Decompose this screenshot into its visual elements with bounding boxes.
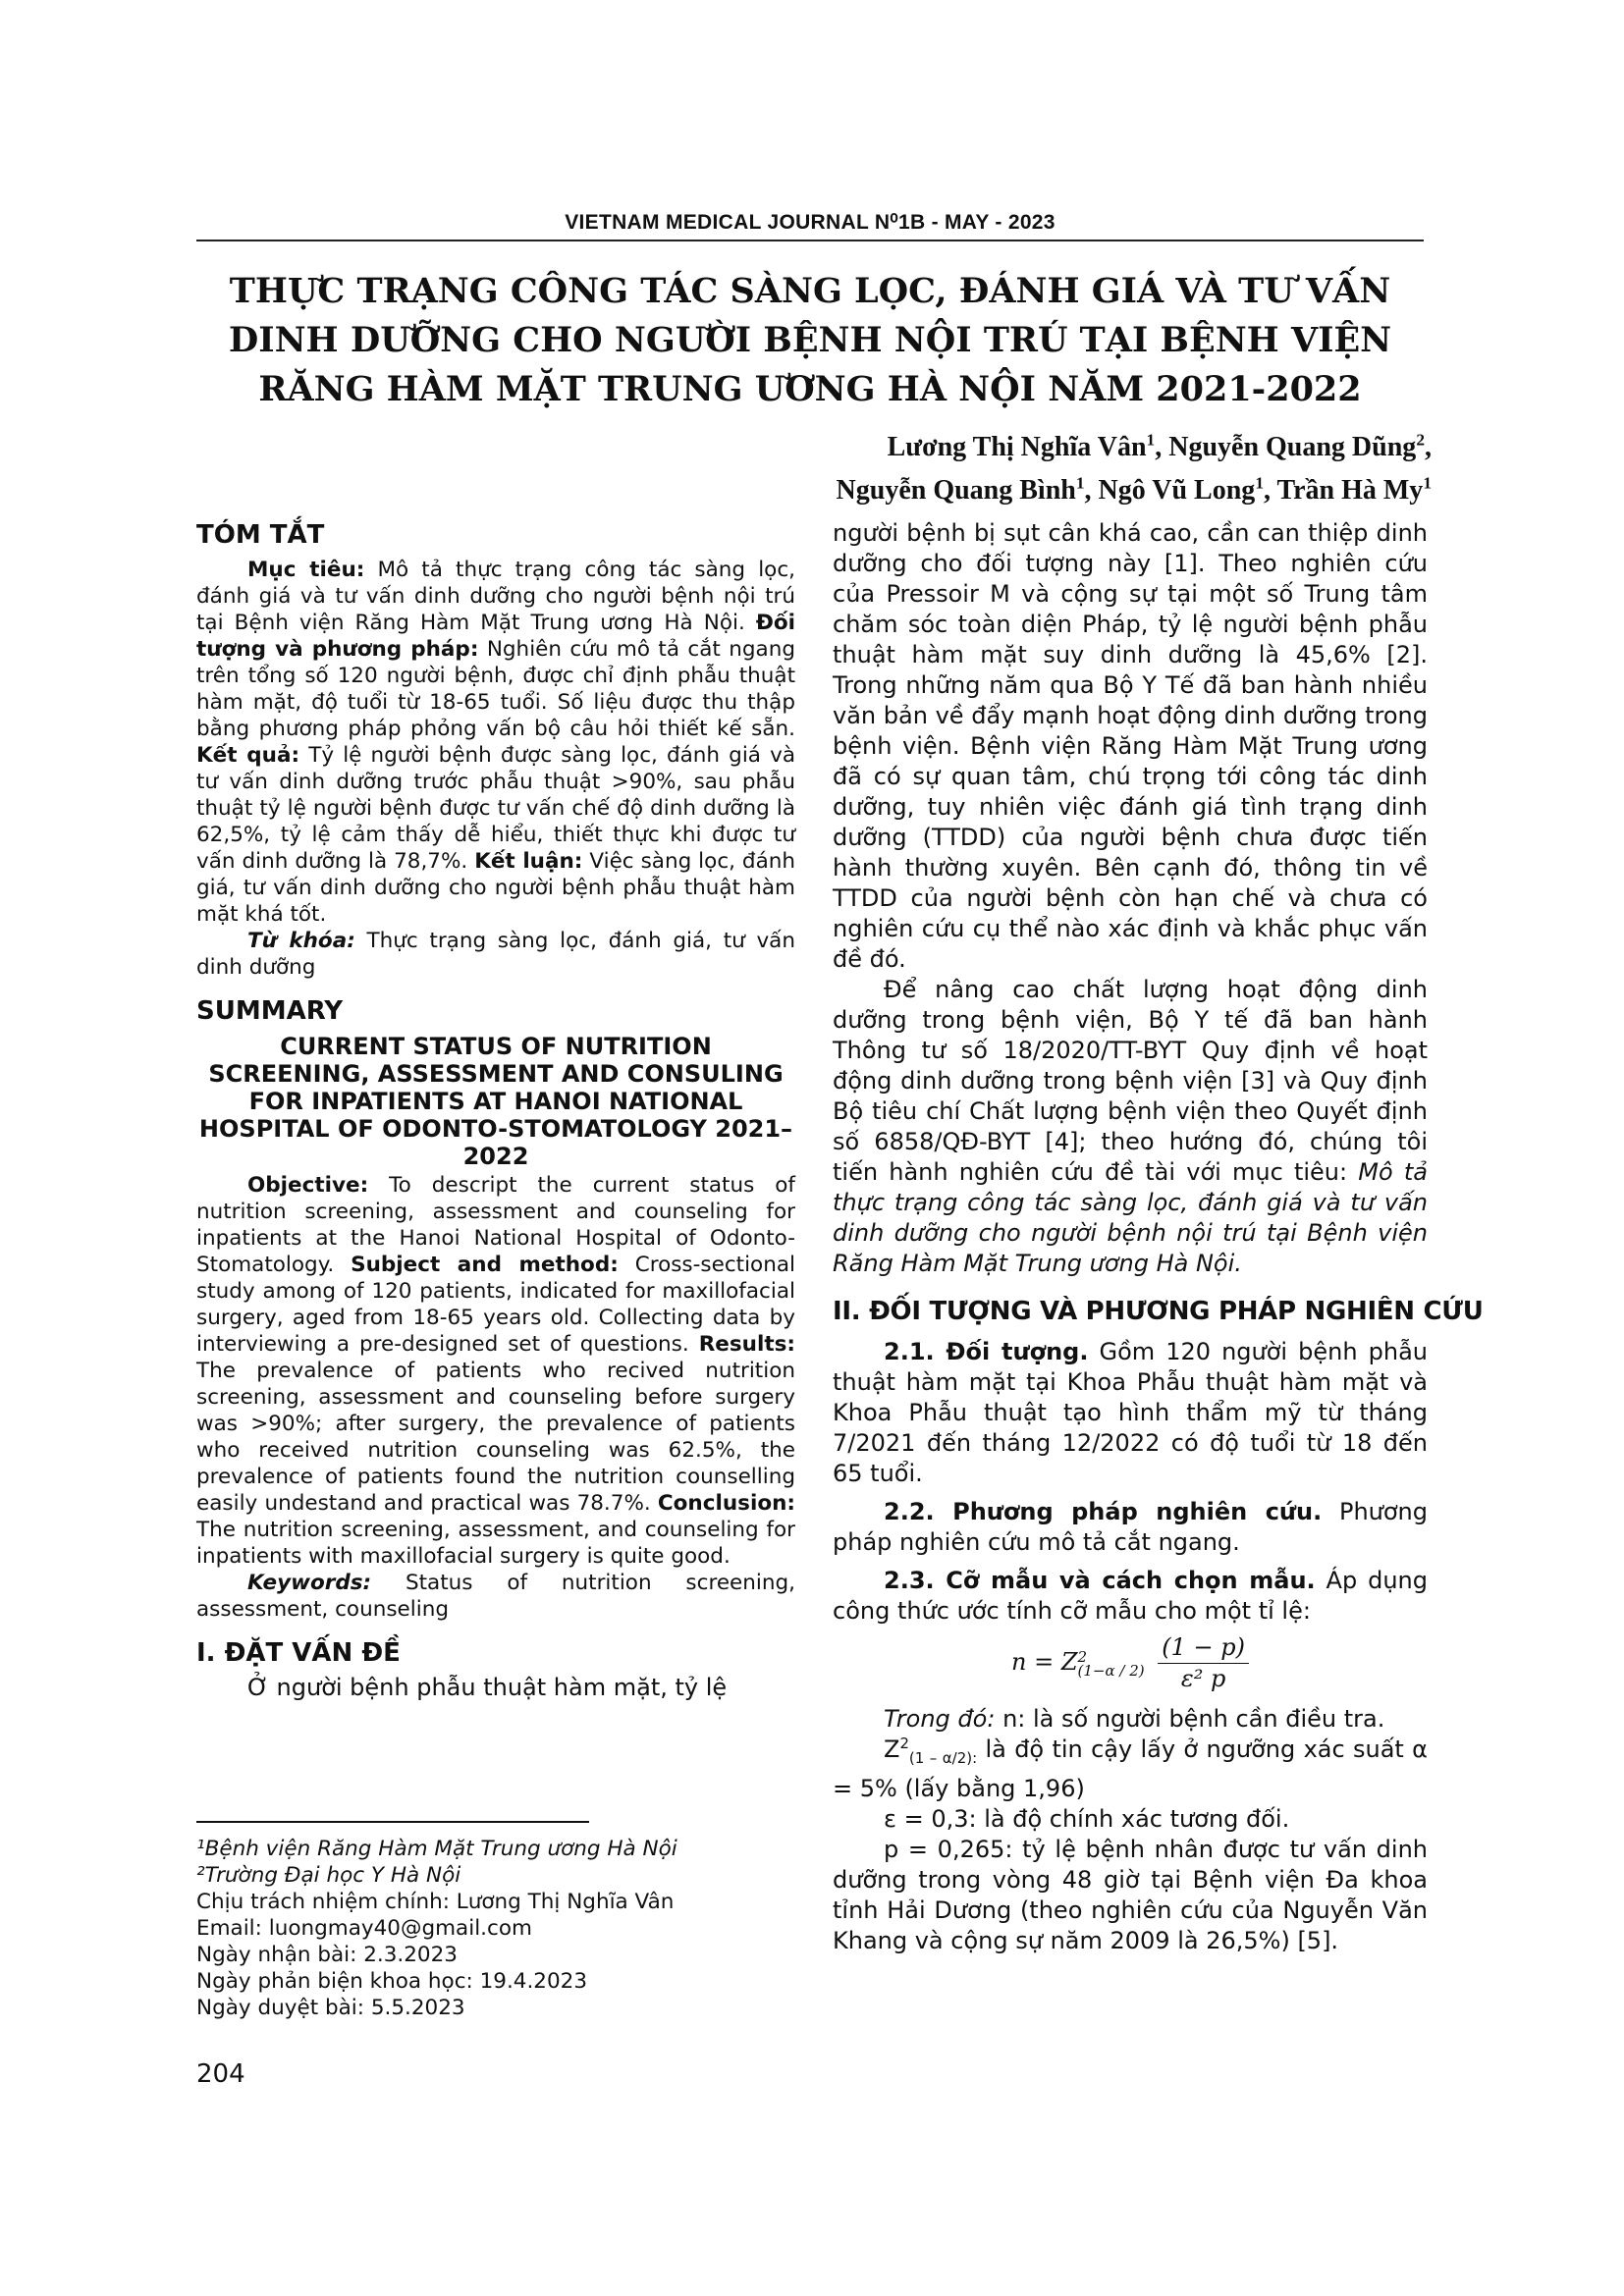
formula-lhs: n = Z <box>1011 1648 1078 1676</box>
abstract-vi-body <box>196 557 795 928</box>
keywords-en <box>196 1570 795 1623</box>
keywords-vi <box>196 928 795 981</box>
received-date: Ngày nhận bài: 2.3.2023 <box>196 1943 458 1967</box>
conclusion-label: Kết luận: <box>474 849 583 874</box>
subsection-text: Gồm 120 người bệnh phẫu thuật hàm mặt tại Khoa Phẫu thuật hàm mặt và Khoa Phẫu thuật tạo hình thẩm mỹ từ tháng 7/2021 đến tháng 12/2022 có độ tuổi từ 18 đến 65 tuổi. <box>833 1338 1428 1487</box>
affiliation-mark: 1 <box>1255 473 1264 493</box>
author-name: Nguyễn Quang Bình <box>836 475 1076 506</box>
title-line-3: RĂNG HÀM MẶT TRUNG ƯƠNG HÀ NỘI NĂM 2021-2022 <box>258 369 1362 409</box>
author-line-2 <box>837 469 1432 512</box>
author-name: Ngô Vũ Long <box>1098 475 1256 506</box>
author-separator: , <box>1425 432 1432 462</box>
title-line-1: THỰC TRẠNG CÔNG TÁC SÀNG LỌC, ĐÁNH GIÁ VÀ TƯ VẤN <box>229 271 1391 311</box>
title-line-2: DINH DƯỠNG CHO NGƯỜI BỆNH NỘI TRÚ TẠI BỆNH VIỆN <box>228 320 1392 360</box>
subsection-label: 2.2. Phương pháp nghiên cứu. <box>884 1498 1323 1525</box>
review-date: Ngày phản biện khoa học: 19.4.2023 <box>196 1969 588 1994</box>
formula-denominator: ε² p <box>1180 1665 1226 1692</box>
conclusion-text: Việc sàng lọc, đánh giá, tư vấn dinh dưỡng cho người bệnh phẫu thuật hàm mặt khá tốt. <box>196 849 796 927</box>
section-2-heading: II. ĐỐI TƯỢNG VÀ PHƯƠNG PHÁP NGHIÊN CỨU <box>833 1297 1484 1326</box>
subsection-text: Phương pháp nghiên cứu mô tả cắt ngang. <box>833 1498 1429 1556</box>
z-sup: 2 <box>899 1735 909 1752</box>
conclusion-text: The nutrition screening, assessment, and counseling for inpatients with maxillofacial surgery is quite good. <box>196 1518 795 1569</box>
keywords-text: Status of nutrition screening, assessment, counseling <box>196 1571 795 1622</box>
section-1-paragraph-1: người bệnh bị sụt cân khá cao, cần can thiệp dinh dưỡng cho đối tượng này [1]. Theo nghiên cứu của Pressoir M và cộng sự tại một số Trung tâm chăm sóc toàn diện Pháp, tỷ lệ người bệnh phẫu thuật hàm mặt suy dinh dưỡng là 45,6% [2]. Trong những năm qua Bộ Y Tế đã ban hành nhiều văn bản về đẩy mạnh hoạt động dinh dưỡng trong bệnh viện. Bệnh viện Răng Hàm Mặt Trung ương đã có sự quan tâm, chú trọng tới công tác dinh dưỡng, tuy nhiên việc đánh giá tình trạng dinh dưỡng (TTDD) của người bệnh chưa được tiến hành thường xuyên. Bên cạnh đó, thông tin về TTDD của người bệnh còn hạn chế và chưa có nghiên cứu cụ thể nào xác định và khắc phục vấn đề đó. <box>833 519 1428 973</box>
header-rule <box>196 240 1424 241</box>
objective-label: Mục tiêu: <box>247 558 365 582</box>
author-name: Nguyễn Quang Dũng <box>1168 432 1417 462</box>
affiliation-mark: 1 <box>1423 473 1432 493</box>
author-name: Lương Thị Nghĩa Vân <box>887 432 1147 462</box>
keywords-text: Thực trạng sàng lọc, đánh giá, tư vấn dinh dưỡng <box>196 929 795 980</box>
abstract-en-body <box>196 1172 795 1570</box>
conclusion-label: Conclusion: <box>657 1491 795 1516</box>
formula-sup: 2 <box>1077 1647 1088 1666</box>
abstract-vi-heading: TÓM TẮT <box>196 520 325 550</box>
objective-text: Mô tả thực trạng công tác sàng lọc, đánh giá và tư vấn dinh dưỡng cho người bệnh nội trú tại Bệnh viện Răng Hàm Mặt Trung ương Hà Nội. <box>196 558 795 635</box>
where-line <box>833 1704 1428 1735</box>
author-separator: , <box>1084 475 1099 506</box>
where-text: n: là số người bệnh cần điều tra. <box>995 1705 1385 1733</box>
section-1-heading: I. ĐẶT VẤN ĐỀ <box>196 1638 401 1668</box>
journal-header: VIETNAM MEDICAL JOURNAL N⁰1B - MAY - 2023 <box>565 211 1056 234</box>
z-symbol: Z <box>884 1735 900 1763</box>
results-text: The prevalence of patients who recived nutrition screening, assessment and counseling before surgery was >90%; after surgery, the prevalence of patients who received nutrition counseling was 62.5%, the prevalence of patients found the nutrition counselling easily undestand and practical was 78.7%. <box>196 1359 795 1516</box>
formula-sub: (1−α / 2) <box>1077 1661 1145 1680</box>
results-label: Results: <box>698 1332 795 1357</box>
objective-text: To descript the current status of nutrition screening, assessment and counseling for inpatients at the Hanoi National Hospital of Odonto-Stomatology. <box>196 1173 795 1277</box>
keywords-label: Từ khóa: <box>247 929 355 953</box>
method-text: Nghiên cứu mô tả cắt ngang trên tổng số 120 người bệnh, được chỉ định phẫu thuật hàm mặt, độ tuổi từ 18-65 tuổi. Số liệu được thu thập bằng phương pháp phỏng vấn bộ câu hỏi thiết kế sẵn. <box>196 637 795 741</box>
subsection-label: 2.3. Cỡ mẫu và cách chọn mẫu. <box>884 1567 1316 1594</box>
epsilon-definition: ε = 0,3: là độ chính xác tương đối. <box>884 1804 1290 1833</box>
footnotes <box>196 1836 795 2021</box>
objective-label: Objective: <box>247 1173 369 1198</box>
z-sub: (1 – α/2): <box>908 1748 978 1767</box>
sample-size-formula <box>833 1632 1428 1694</box>
results-text: Tỷ lệ người bệnh được sàng lọc, đánh giá và tư vấn dinh dưỡng trước phẫu thuật >90%, sau phẫu thuật tỷ lệ người bệnh được tư vấn chế độ dinh dưỡng là 62,5%, tỷ lệ cảm thấy dễ hiểu, thiết thực khi được tư vấn dinh dưỡng là 78,7%. <box>196 743 796 874</box>
formula-fraction <box>1158 1632 1249 1694</box>
author-list <box>837 426 1432 512</box>
summary-title: CURRENT STATUS OF NUTRITION SCREENING, ASSESSMENT AND CONSULING FOR INPATIENTS AT HANOI NATIONAL HOSPITAL OF ODONTO-STOMATOLOGY 2021–2022 <box>198 1033 793 1170</box>
method-label: Subject and method: <box>351 1253 619 1277</box>
study-aim: Mô tả thực trạng công tác sàng lọc, đánh giá và tư vấn dinh dưỡng cho người bệnh nội trú tại Bệnh viện Răng Hàm Mặt Trung ương Hà Nội. <box>833 1158 1428 1277</box>
footnote-rule <box>196 1821 589 1823</box>
section-1-paragraph-2 <box>833 975 1428 1279</box>
where-label: Trong đó: <box>884 1705 996 1733</box>
author-line-1 <box>837 426 1432 469</box>
email: Email: luongmay40@gmail.com <box>196 1916 532 1941</box>
author-name: Trần Hà My <box>1276 475 1424 506</box>
subsection-text: Áp dụng công thức ước tính cỡ mẫu cho một tỉ lệ: <box>833 1567 1428 1625</box>
z-definition <box>833 1735 1428 1804</box>
subsection-label: 2.1. Đối tượng. <box>884 1338 1089 1365</box>
method-text: Cross-sectional study among of 120 patients, indicated for maxillofacial surgery, aged from 18-65 years old. Collecting data by interviewing a pre-designed set of questions. <box>196 1253 795 1357</box>
affiliation-mark: 1 <box>1146 430 1156 450</box>
affiliation-1: ¹Bệnh viện Răng Hàm Mặt Trung ương Hà Nội <box>196 1837 677 1861</box>
results-label: Kết quả: <box>196 743 300 768</box>
approved-date: Ngày duyệt bài: 5.5.2023 <box>196 1996 465 2020</box>
section-2-3 <box>833 1566 1428 1627</box>
affiliation-2: ²Trường Đại học Y Hà Nội <box>196 1863 461 1888</box>
left-column <box>196 518 795 1701</box>
section-1-intro: Ở người bệnh phẫu thuật hàm mặt, tỷ lệ <box>247 1674 728 1701</box>
method-label: Đối tượng và phương pháp: <box>196 611 795 662</box>
author-separator: , <box>1155 432 1169 462</box>
summary-heading: SUMMARY <box>196 996 344 1026</box>
formula-numerator: (1 − p) <box>1158 1632 1249 1664</box>
right-column <box>833 518 1484 1956</box>
page-number: 204 <box>196 2059 245 2089</box>
author-separator: , <box>1264 475 1277 506</box>
keywords-label: Keywords: <box>247 1571 372 1595</box>
z-text: là độ tin cậy lấy ở ngưỡng xác suất α = 5% (lấy bằng 1,96) <box>833 1735 1428 1802</box>
section-2-1 <box>833 1337 1428 1489</box>
section-2-2 <box>833 1497 1428 1558</box>
corresponding-author: Chịu trách nhiệm chính: Lương Thị Nghĩa Vân <box>196 1890 675 1914</box>
p-definition: p = 0,265: tỷ lệ bệnh nhân được tư vấn dinh dưỡng trong vòng 48 giờ tại Bệnh viện Đa khoa tỉnh Hải Dương (theo nghiên cứu của Nguyễn Văn Khang và cộng sự năm 2009 là 26,5%) [5]. <box>833 1835 1428 1954</box>
affiliation-mark: 2 <box>1416 430 1425 450</box>
paragraph-2-text: Để nâng cao chất lượng hoạt động dinh dưỡng trong bệnh viện, Bộ Y tế đã ban hành Thông tư số 18/2020/TT-BYT Quy định về hoạt động dinh dưỡng trong bệnh viện [3] và Quy định Bộ tiêu chí Chất lượng bệnh viện theo Quyết định số 6858/QĐ-BYT [4]; theo hướng đó, chúng tôi tiến hành nghiên cứu đề tài với mục tiêu: <box>833 976 1428 1186</box>
affiliation-mark: 1 <box>1075 473 1085 493</box>
article-title <box>196 267 1424 414</box>
